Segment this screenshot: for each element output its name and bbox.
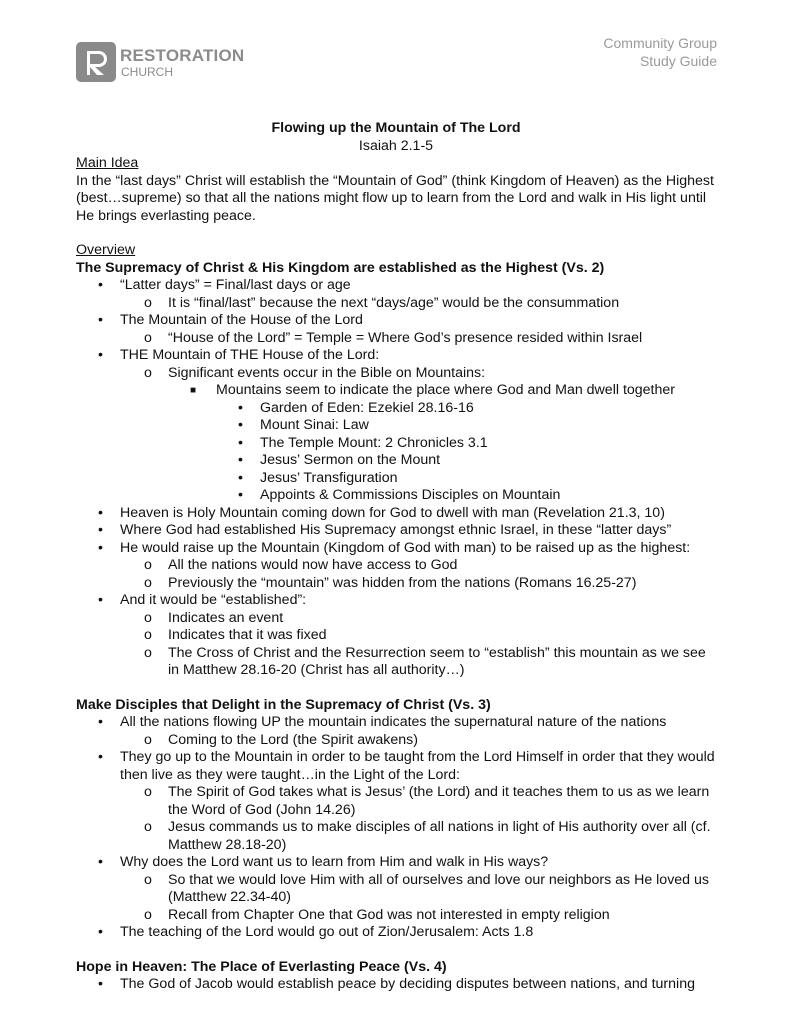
outline-item — [76, 277, 716, 295]
outline-item-text: The Cross of Christ and the Resurrection seem to “establish” this mountain as we see in Matthew 28.16-20 (Christ has all authority…) — [168, 644, 706, 678]
outline-item — [76, 522, 716, 540]
outline-item-text: Appoints & Commissions Disciples on Mountain — [260, 487, 561, 503]
bullet-icon: • — [98, 592, 103, 608]
outline-item — [76, 400, 716, 418]
main-idea-heading: Main Idea — [76, 155, 139, 171]
bullet-icon: ■ — [190, 385, 197, 396]
main-idea-text: In the “last days” Christ will establish the “Mountain of God” (think Kingdom of Heaven) as the Highest (best…supreme) so that all the nations might flow up to learn from the Lord and walk in His light until He brings everlasting peace. — [76, 172, 714, 224]
church-logo — [76, 42, 245, 86]
logo-text-restoration: RESTORATION — [120, 46, 245, 65]
outline-item-text: The God of Jacob would establish peace by deciding disputes between nations, and turning — [120, 976, 695, 992]
outline-item — [76, 749, 716, 784]
bullet-icon: o — [144, 557, 152, 573]
bullet-icon: • — [98, 714, 103, 730]
outline-item-text: And it would be “established”: — [120, 592, 307, 608]
bullet-icon: o — [144, 294, 152, 311]
outline-item-text: Indicates an event — [168, 609, 284, 626]
outline-item — [76, 819, 716, 854]
bullet-icon: o — [144, 731, 152, 748]
bullet-icon: • — [98, 312, 103, 328]
outline-item — [76, 417, 716, 435]
header-label — [603, 34, 717, 70]
outline-item-text: Where God had established His Supremacy amongst ethnic Israel, in these “latter days” — [120, 522, 672, 538]
outline-item-text: THE Mountain of THE House of the Lord: — [120, 347, 380, 363]
outline-item — [76, 452, 716, 470]
outline-item-text: Recall from Chapter One that God was not interested in empty religion — [168, 906, 610, 923]
outline-item — [76, 505, 716, 523]
outline-item-text: They go up to the Mountain in order to be taught from the Lord Himself in order that they would then live as they were taught…in the Light of the Lord: — [120, 749, 715, 783]
outline-item-text: Garden of Eden: Ezekiel 28.16-16 — [260, 399, 474, 416]
outline-item-text: “House of the Lord” = Temple = Where God’s presence resided within Israel — [168, 329, 643, 346]
outline-item-text: Why does the Lord want us to learn from Him and walk in His ways? — [120, 854, 549, 870]
bullet-icon: • — [238, 399, 243, 416]
outline-item — [76, 854, 716, 872]
bullet-icon: o — [144, 364, 152, 381]
logo-r-icon — [76, 42, 116, 82]
outline-item — [76, 592, 716, 610]
overview-heading: Overview — [76, 242, 136, 258]
bullet-icon: • — [98, 522, 103, 538]
outline-item-text: All the nations flowing UP the mountain indicates the supernatural nature of the nations — [120, 714, 667, 730]
outline-item-text: Previously the “mountain” was hidden from the nations (Romans 16.25-27) — [168, 574, 637, 591]
scripture-reference: Isaiah 2.1-5 — [358, 137, 434, 154]
section-heading: Make Disciples that Delight in the Supremacy of Christ (Vs. 3) — [76, 696, 491, 713]
bullet-icon: o — [144, 609, 152, 626]
bullet-icon: o — [144, 784, 152, 800]
bullet-icon: • — [98, 854, 103, 870]
logo-r-glyph — [76, 42, 116, 82]
outline-sections — [76, 260, 716, 994]
bullet-icon: o — [144, 627, 152, 643]
outline-item-text: So that we would love Him with all of ourselves and love our neighbors as He loved us (Matthew 22.34-40) — [168, 871, 709, 905]
outline-item — [76, 557, 716, 575]
header-line-2: Study Guide — [639, 53, 717, 69]
bullet-icon: • — [238, 469, 243, 486]
bullet-icon: o — [144, 644, 152, 661]
study-guide-document — [76, 120, 716, 994]
outline-item-text: Jesus’ Sermon on the Mount — [260, 452, 441, 468]
bullet-icon: o — [144, 329, 152, 346]
logo-text-church: CHURCH — [121, 65, 173, 79]
outline-item — [76, 907, 716, 925]
bullet-icon: • — [98, 749, 103, 765]
outline-item — [76, 330, 716, 348]
section-heading: Hope in Heaven: The Place of Everlasting Peace (Vs. 4) — [76, 958, 447, 975]
outline-item — [76, 435, 716, 453]
outline-item — [76, 645, 716, 680]
outline-item-text: Significant events occur in the Bible on Mountains: — [168, 364, 486, 381]
outline-item-text: The Temple Mount: 2 Chronicles 3.1 — [260, 434, 488, 451]
section-heading: The Supremacy of Christ & His Kingdom are established as the Highest (Vs. 2) — [76, 259, 605, 276]
outline-item — [76, 976, 716, 994]
outline-item-text: Heaven is Holy Mountain coming down for God to dwell with man (Revelation 21.3, 10) — [120, 504, 665, 521]
bullet-icon: • — [98, 347, 103, 363]
outline-item-text: The teaching of the Lord would go out of Zion/Jerusalem: Acts 1.8 — [120, 924, 534, 940]
bullet-icon: o — [144, 819, 152, 835]
outline-item-text: Mount Sinai: Law — [260, 417, 369, 433]
outline-item-text: He would raise up the Mountain (Kingdom of God with man) to be raised up as the highest: — [120, 539, 691, 556]
outline-item — [76, 312, 716, 330]
outline-item — [76, 575, 716, 593]
bullet-icon: • — [98, 924, 103, 940]
outline-item — [76, 610, 716, 628]
outline-item — [76, 487, 716, 505]
outline-item-text: Mountains seem to indicate the place where God and Man dwell together — [216, 382, 676, 398]
outline-item — [76, 540, 716, 558]
bullet-icon: • — [238, 434, 243, 451]
header-line-1: Community Group — [603, 35, 717, 51]
outline-item — [76, 784, 716, 819]
outline-item-text: Jesus commands us to make disciples of all nations in light of His authority over all (cf. Matthew 28.18-20) — [168, 819, 711, 853]
bullet-icon: o — [144, 906, 152, 923]
outline-item-text: All the nations would now have access to God — [168, 557, 458, 573]
outline-item-text: Indicates that it was fixed — [168, 627, 327, 643]
bullet-icon: o — [144, 871, 152, 888]
outline-item — [76, 732, 716, 750]
outline-item — [76, 382, 716, 400]
outline-item — [76, 470, 716, 488]
outline-item-text: It is “final/last” because the next “days/age” would be the consummation — [168, 294, 620, 311]
bullet-icon: o — [144, 574, 152, 591]
outline-item-text: Jesus’ Transfiguration — [260, 469, 398, 486]
bullet-icon: • — [238, 452, 243, 468]
bullet-icon: • — [98, 504, 103, 521]
outline-item-text: The Spirit of God takes what is Jesus’ (the Lord) and it teaches them to us as we learn the Word of God (John 14.26) — [168, 784, 710, 818]
bullet-icon: • — [98, 277, 103, 293]
outline-item-text: The Mountain of the House of the Lord — [120, 312, 363, 328]
bullet-icon: • — [238, 417, 243, 433]
outline-item — [76, 627, 716, 645]
outline-item-text: “Latter days” = Final/last days or age — [120, 277, 351, 293]
outline-item — [76, 295, 716, 313]
outline-item — [76, 924, 716, 942]
bullet-icon: • — [98, 976, 103, 992]
document-title: Flowing up the Mountain of The Lord — [271, 120, 521, 136]
outline-item — [76, 347, 716, 365]
outline-item — [76, 872, 716, 907]
outline-item — [76, 365, 716, 383]
bullet-icon: • — [238, 487, 243, 503]
bullet-icon: • — [98, 539, 103, 556]
outline-item — [76, 714, 716, 732]
outline-item-text: Coming to the Lord (the Spirit awakens) — [168, 731, 418, 748]
